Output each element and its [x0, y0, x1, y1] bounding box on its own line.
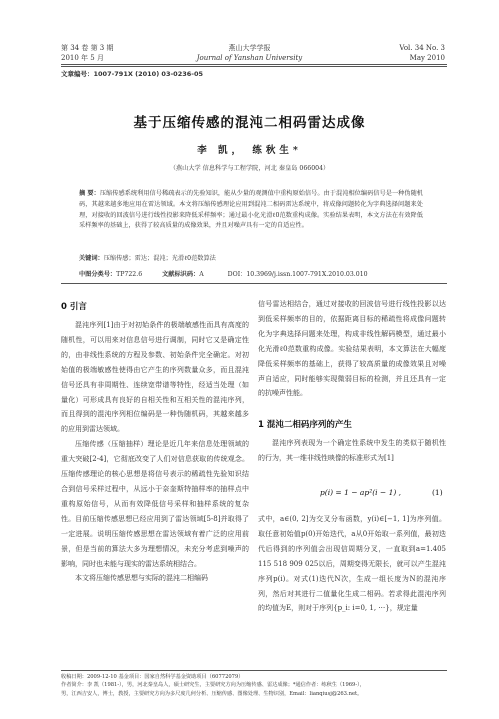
header-date: 2010 年 5 月 [61, 54, 104, 62]
article-number: 文章编号：1007-791X (2010) 03-0236-05 [61, 70, 204, 78]
abstract [79, 189, 423, 232]
doi-value: 10.3969/j.issn.1007-791X.2010.03.010 [246, 271, 368, 278]
doc-code-label: 文献标识码： [162, 271, 200, 278]
paper-authors: 李 凯， 练秋生* [197, 145, 302, 156]
paragraph-before-equation: 混沌序列表现为一个确定性系统中发生的类似于随机性的行为，其一维非线性映像的标准形式为[1] [258, 439, 446, 462]
header-journal-cn: 燕山大学学报 [228, 44, 271, 52]
doi-label: DOI： [227, 271, 247, 278]
keywords [79, 253, 216, 262]
equation-1-number: (1) [432, 488, 443, 497]
header-rule-bottom [61, 66, 447, 67]
abstract-text: 压缩传感系统利用信号稀疏表示的先验知识，能从少量的观测值中重构原始信号。由于混沌相位编码信号是一种伪随机码，其越来越多地应用在雷达领域。本文将压缩传感理论应用到混沌二相码雷达系统中，将成像问题转化为字典选择问题来处理，对接收的回波信号进行线性投影来降低采样频率；通过最小化光滑ℓ0范数重构成像。实验结果表明，本文方法在有效降低采样频率的基础上，获得了较高质量的成像效果，并且对噪声具有一定的自适应性。 [79, 190, 423, 230]
footnote-received: 收稿日期：2009-12-10 基金项目：国家自然科学基金资助项目（60772079） [61, 674, 244, 680]
clc-value: TP722.6 [116, 271, 143, 278]
footnote-author-2: 男，江西吉安人，博士，教授，主要研究方向为多尺度几何分析、压缩传感、图像处理、生物识别，Email：lianqiusj@263.net。 [61, 690, 363, 697]
keywords-text: 压缩传感；雷达；混沌；光滑ℓ0范数算法 [103, 255, 216, 262]
abstract-label: 摘 要： [79, 190, 100, 197]
clc-label: 中图分类号： [79, 271, 117, 278]
paper-title: 基于压缩传感的混沌二相码雷达成像 [133, 115, 366, 131]
intro-paragraph: 混沌序列[1]由于对初始条件的极端敏感性而具有高度的随机性，可以用来对信息信号进行调制，同时它又是确定性的，由非线性系统的方程及参数、初始条件完全确定。对初始值的极端敏感性使得由它产生的序列数量众多，而且混沌信号还具有非周期性、连续宽带谱等特性，经适当处理（如量化）可形成具有良好的自相关性和互相关性的混沌序列，而且得到的混沌序列相位编码是一种伪随机码，其越来越多的应用到雷达领域。 [61, 321, 249, 434]
intro-body [61, 318, 249, 586]
section-1-body [258, 512, 446, 616]
classification [79, 269, 368, 278]
header-volume: 第 34 卷 第 3 期 [61, 44, 114, 52]
footnote-rule [61, 670, 447, 671]
continued-paragraph: 信号雷达相结合，通过对接收的回波信号进行线性投影以达到低采样频率的目的，依据距离目标的稀疏性将成像问题转化为字典选择问题来处理，构成非线性解码模型，通过最小化光滑ℓ0范数重构成像。实验结果表明，本文算法在大幅度降低采样频率的基础上，获得了较高质量的成像效果且对噪声自适应，同时能够实现微弱目标的检测，并且还具有一定的抗噪声性能。 [258, 300, 446, 398]
intro-paragraph: 压缩传感（压缩抽样）理论是近几年来信息处理领域的重大突破[2-4]，它彻底改变了人们对信息获取的传统观念。压缩传感理论的核心思想是将信号表示的稀疏性先验知识结合到信号采样过程中，从远小于奈奎斯特抽样率的抽样点中重构原始信号，从而有效降低信号采样和抽样系统的复杂性。目前压缩传感思想已经应用到了雷达领域[5-8]并取得了一定进展。说明压缩传感思想在雷达领域有着广泛的应用前景，但是当前的算法大多为理想情况，未充分考虑到噪声的影响，同时也未能与现实的雷达系统相结合。 [61, 440, 249, 568]
doc-code-value: A [199, 271, 204, 278]
section-1-intro [258, 436, 446, 466]
footnotes [61, 673, 447, 698]
section-intro-heading: 0 引言 [61, 302, 87, 312]
intro-paragraph: 本文将压缩传感思想与实际的混沌二相编码 [75, 574, 208, 583]
section-1-heading: 1 混沌二相码序列的产生 [258, 420, 352, 430]
paper-affiliation: （燕山大学 信息科学与工程学院，河北 秦皇岛 066004） [169, 165, 330, 172]
header-date-en: May 2010 [409, 54, 445, 62]
header-volume-en: Vol. 34 No. 3 [399, 44, 445, 52]
paragraph-after-equation: 式中，a∈(0, 2]为交叉分布函数，y(i)∈[−1, 1]为序列值。取任意初始值p(0)开始迭代，a从0开始取一系列值，最初迭代后得到的序列值会出现信周期分叉，一直取到a=1.405 115 518 909 025以后，周期变得无限长，就可以产生混沌序列p(i)。对式(1)迭代N次，生成一组长度为N的混沌序列，然后对其进行二值量化生成二相码。若求得此混沌序列的均值为E，则对于序列{p_i: i=0, 1, ⋯}，规定量 [258, 515, 446, 613]
keywords-label: 关键词： [79, 255, 104, 262]
header-journal-en: Journal of Yanshan University [196, 54, 303, 62]
abstract-divider [61, 283, 447, 284]
equation-1: p(i) = 1 − ap²(i − 1) , [320, 488, 402, 497]
footnote-author-1: 作者简介：李 凯（1981-），男，河北秦皇岛人，硕士研究生，主要研究方向为压缩传感、雷达成像；*通信作者：练秋生（1969-）， [61, 682, 365, 689]
header-rule-top [61, 64, 447, 65]
right-column-top [258, 297, 446, 401]
